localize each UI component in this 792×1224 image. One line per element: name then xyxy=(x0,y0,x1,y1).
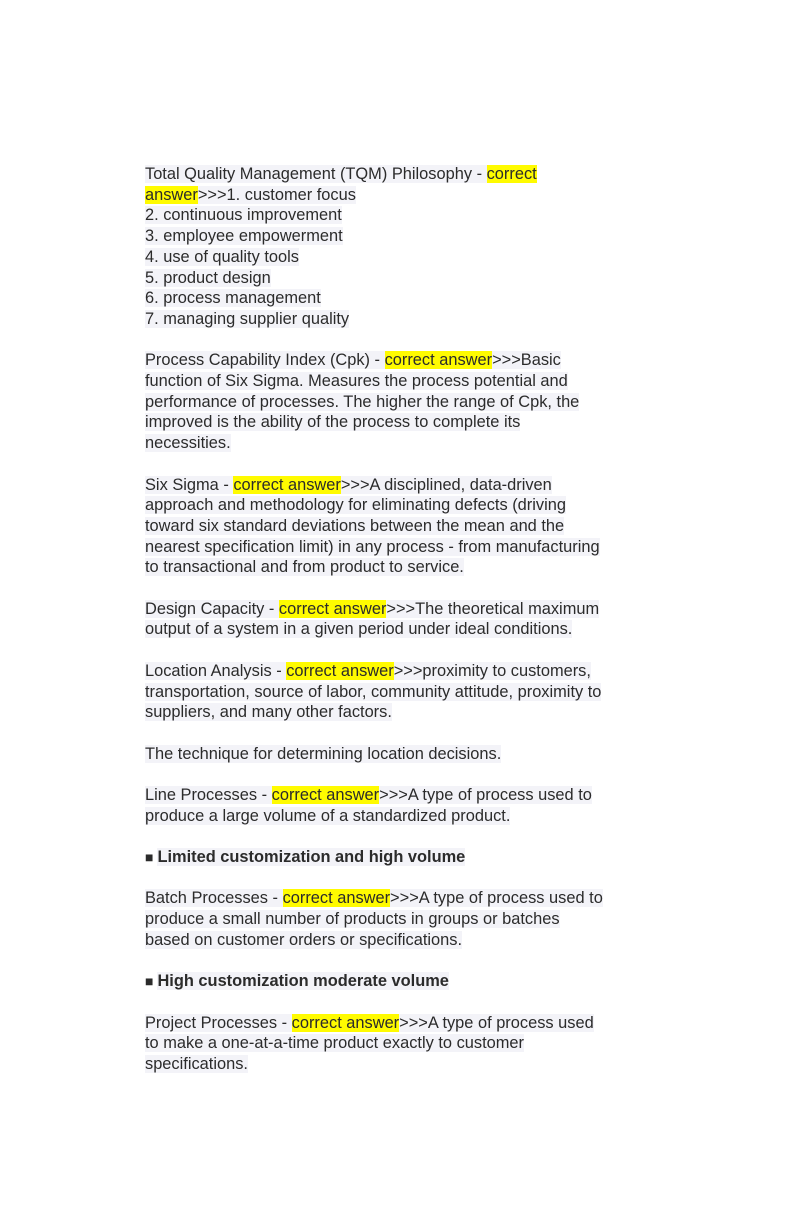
line-text: 7. managing supplier quality xyxy=(145,309,350,328)
text-line xyxy=(145,785,655,806)
line-text: 6. process management xyxy=(145,289,321,308)
text-line xyxy=(145,619,655,640)
line-text: nearest specification limit) in any process - from manufacturing xyxy=(145,537,600,556)
text-line xyxy=(145,847,655,868)
line-text: Batch Processes - xyxy=(145,889,283,908)
square-bullet-icon: ■ xyxy=(145,973,154,990)
text-line xyxy=(145,185,655,206)
line-text: improved is the ability of the process to complete its xyxy=(145,413,521,432)
text-line xyxy=(145,288,655,309)
line-text-after-highlight: >>>Basic xyxy=(492,351,561,370)
text-line xyxy=(145,971,655,992)
answer-highlight: correct answer xyxy=(271,786,380,804)
line-text-after-highlight: >>>A disciplined, data-driven xyxy=(340,475,552,494)
answer-highlight: correct answer xyxy=(233,475,341,494)
text-line xyxy=(145,557,655,578)
qa-paragraph xyxy=(145,164,655,330)
qa-paragraph xyxy=(145,888,655,950)
line-text: toward six standard deviations between the mean and the xyxy=(145,516,565,535)
line-text: produce a small number of products in groups or batches xyxy=(145,910,560,929)
line-text: suppliers, and many other factors. xyxy=(145,703,392,722)
text-line xyxy=(145,537,655,558)
bullet-paragraph xyxy=(145,847,655,868)
line-text: Project Processes - xyxy=(145,1013,292,1032)
answer-highlight: correct xyxy=(486,165,537,183)
line-text-after-highlight: >>>1. customer focus xyxy=(197,185,356,204)
text-line xyxy=(145,930,655,951)
line-text: performance of processes. The higher the range of Cpk, the xyxy=(145,392,580,411)
text-line xyxy=(145,371,655,392)
line-text: Location Analysis - xyxy=(145,661,287,680)
bullet-text: Limited customization and high volume xyxy=(157,848,466,867)
line-text: necessities. xyxy=(145,434,231,453)
square-bullet-icon: ■ xyxy=(145,849,154,866)
text-line xyxy=(145,909,655,930)
text-line xyxy=(145,744,655,765)
line-text-after-highlight: >>>A type of process used xyxy=(399,1013,594,1032)
answer-highlight: correct answer xyxy=(286,661,394,680)
text-line xyxy=(145,661,655,682)
text-line xyxy=(145,516,655,537)
qa-paragraph xyxy=(145,661,655,723)
line-text: Six Sigma - xyxy=(145,475,234,494)
text-line xyxy=(145,1033,655,1054)
line-text: based on customer orders or specifications. xyxy=(145,930,463,949)
answer-highlight: correct answer xyxy=(278,599,387,618)
text-line xyxy=(145,412,655,433)
line-text: produce a large volume of a standardized product. xyxy=(145,806,511,825)
qa-paragraph xyxy=(145,744,655,765)
line-text: 2. continuous improvement xyxy=(145,206,342,225)
line-text: Design Capacity - xyxy=(145,599,279,618)
line-text: approach and methodology for eliminating defects (driving xyxy=(145,496,566,515)
line-text: Line Processes - xyxy=(145,786,272,804)
line-text: 3. employee empowerment xyxy=(145,227,343,246)
text-line xyxy=(145,599,655,620)
line-text: to make a one-at-a-time product exactly to customer xyxy=(145,1034,524,1053)
answer-highlight: correct answer xyxy=(282,889,391,908)
text-line xyxy=(145,226,655,247)
line-text: to transactional and from product to service. xyxy=(145,558,464,577)
qa-paragraph xyxy=(145,350,655,454)
text-line xyxy=(145,309,655,330)
answer-highlight: correct answer xyxy=(384,351,493,370)
bullet-paragraph xyxy=(145,971,655,992)
qa-paragraph xyxy=(145,599,655,640)
text-line xyxy=(145,702,655,723)
line-text: 4. use of quality tools xyxy=(145,247,299,266)
document-page xyxy=(145,164,655,1095)
text-line xyxy=(145,247,655,268)
line-text: specifications. xyxy=(145,1055,248,1074)
text-line xyxy=(145,475,655,496)
text-line xyxy=(145,164,655,185)
text-line xyxy=(145,350,655,371)
text-line xyxy=(145,806,655,827)
line-text-after-highlight: >>>A type of process used to xyxy=(379,786,592,804)
text-line xyxy=(145,682,655,703)
line-text-after-highlight: >>>A type of process used to xyxy=(390,889,603,908)
line-text: output of a system in a given period under ideal conditions. xyxy=(145,620,573,639)
qa-paragraph xyxy=(145,475,655,579)
answer-highlight: answer xyxy=(145,185,198,204)
line-text-after-highlight: >>>proximity to customers, xyxy=(393,661,591,680)
text-line xyxy=(145,433,655,454)
text-line xyxy=(145,1013,655,1034)
qa-paragraph xyxy=(145,1013,655,1075)
text-line xyxy=(145,205,655,226)
text-line xyxy=(145,1054,655,1075)
text-line xyxy=(145,268,655,289)
line-text: transportation, source of labor, community attitude, proximity to xyxy=(145,682,602,701)
text-line xyxy=(145,888,655,909)
line-text-after-highlight: >>>The theoretical maximum xyxy=(386,599,600,618)
answer-highlight: correct answer xyxy=(291,1013,400,1032)
line-text: Total Quality Management (TQM) Philosophy - xyxy=(145,165,487,183)
qa-paragraph xyxy=(145,785,655,826)
text-line xyxy=(145,392,655,413)
bullet-text: High customization moderate volume xyxy=(157,972,449,991)
line-text: Process Capability Index (Cpk) - xyxy=(145,351,385,370)
text-line xyxy=(145,495,655,516)
line-text: function of Six Sigma. Measures the process potential and xyxy=(145,372,568,391)
line-text: The technique for determining location decisions. xyxy=(145,744,502,763)
line-text: 5. product design xyxy=(145,268,271,287)
